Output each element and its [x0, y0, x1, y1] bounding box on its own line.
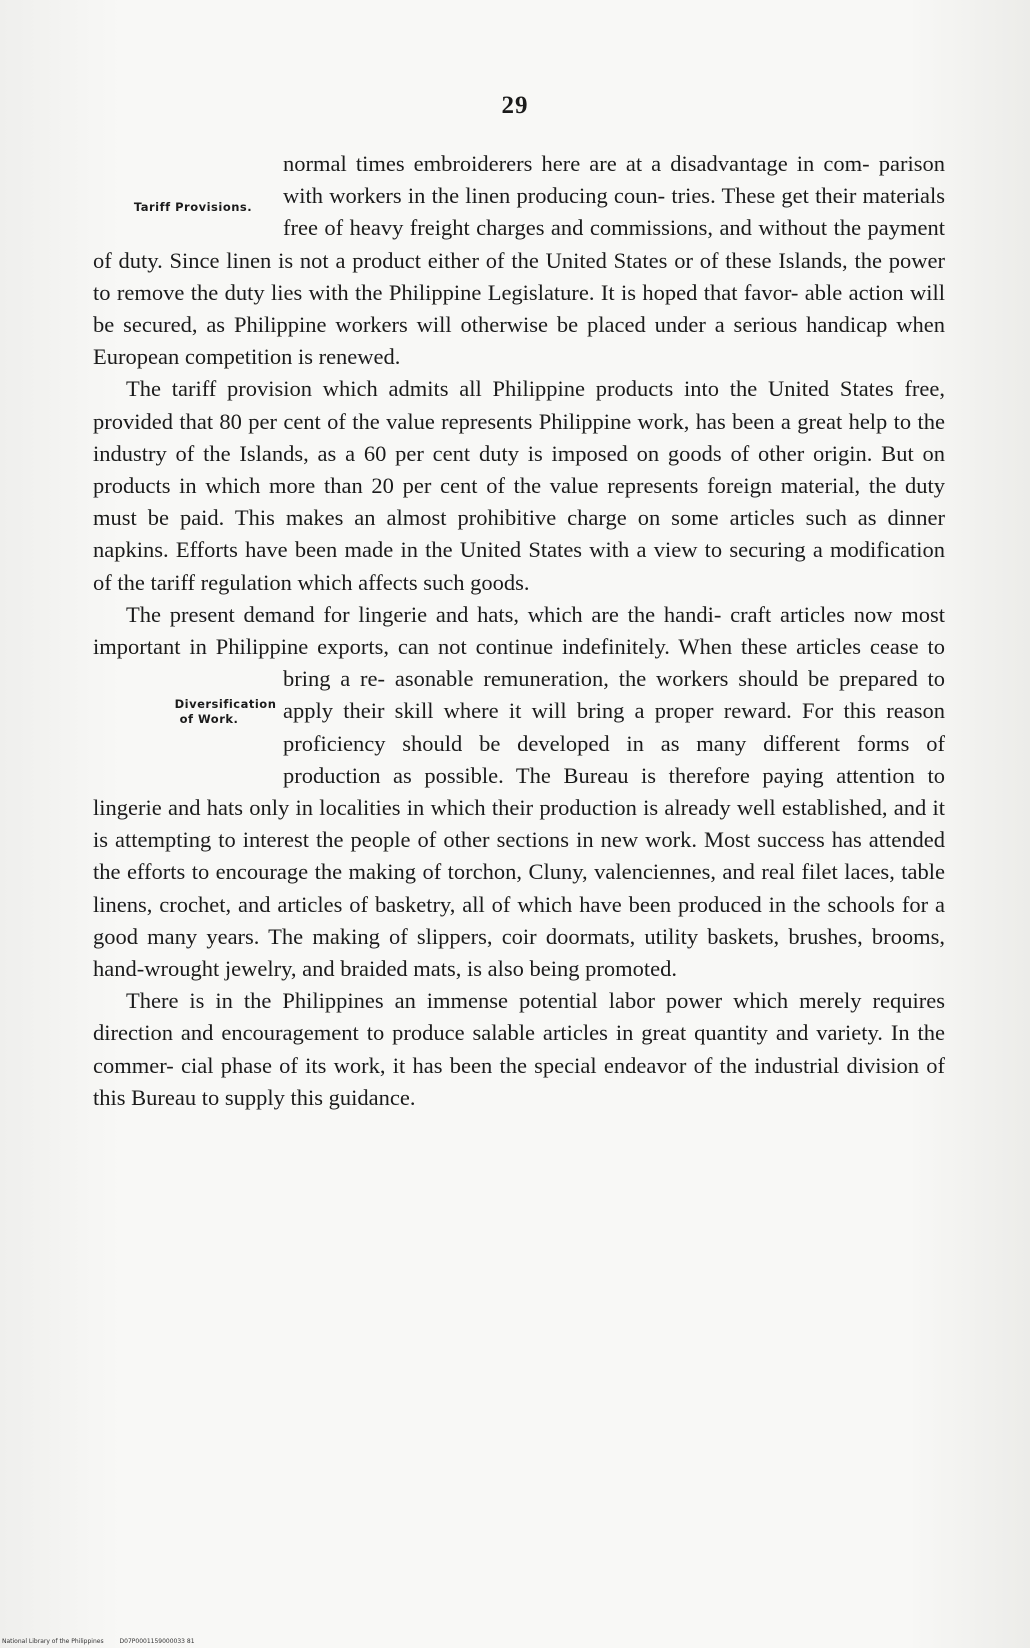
paragraph-2: The tariff provision which admits all Philippine products into the United States free, provided that 80 per cent of the value represents Philippine work, has been a great help to the industry of the Islands, as a 60 per cent duty is imposed on goods of other origin. But on products in which more than 20 per cent of the value represents foreign material, the duty must be paid. This makes an almost prohibitive charge on some articles such as dinner napkins. Efforts have been made in the United States with a view to securing a modification of the tariff regulation which affects such goods. — [93, 376, 945, 595]
side-note-area-tariff — [93, 148, 283, 244]
paragraph-3 — [93, 599, 945, 985]
paragraph-3-start: The present demand for lingerie and hats, which are the handi- craft articles now most important in Philippine exports, can not continue indefinitely. When these articles cease to bring a re- — [93, 601, 945, 692]
side-note-area-diversification — [93, 663, 283, 761]
footer-credit — [2, 1638, 209, 1645]
paragraph-1 — [93, 148, 945, 373]
footer-library: National Library of the Philippines — [2, 1638, 104, 1645]
paragraph-3-rest: asonable remuneration, the workers should be prepared to apply their skill where it will bring a proper reward. For this reason proficiency should be developed in as many different forms of production as possible. The Bureau is therefore paying attention to lingerie and hats only in localities in which their production is already well established, and it is attempting to interest the people of other sections in new work. Most success has attended the efforts to encourage the making of torchon, Cluny, valenciennes, and real filet laces, table linens, crochet, and articles of basketry, all of which have been produced in the schools for a good many years. The making of slippers, coir doormats, utility baskets, brushes, brooms, hand-wrought jewelry, and braided mats, is also being promoted. — [93, 666, 946, 982]
body-text — [93, 148, 945, 1114]
paragraph-1-rest: parison with workers in the linen producing coun- tries. These get their materials free of heavy freight charges and commissions, and without the payment of duty. Since linen is not a product either of the United States or of these Islands, the power to remove the duty lies with the Philippine Legislature. It is hoped that favor- able action will be secured, as Philippine workers will otherwise be placed under a serious handicap when European competition is renewed. — [93, 151, 945, 370]
footer-code: D07P0001159000033 81 — [119, 1638, 195, 1645]
page-number: 29 — [501, 92, 529, 119]
paragraph-1-line-1: normal times embroiderers here are at a disadvantage in com- — [283, 151, 870, 176]
paragraph-4: There is in the Philippines an immense potential labor power which merely requires direction and encouragement to produce salable articles in great quantity and variety. In the commer- cial phase of its work, it has been the special endeavor of the industrial division of this Bureau to supply this guidance. — [93, 988, 945, 1110]
side-note-tariff-provisions: Tariff Provisions. — [133, 200, 253, 214]
side-note-diversification-of-work: Diversification of Work. — [174, 697, 277, 727]
